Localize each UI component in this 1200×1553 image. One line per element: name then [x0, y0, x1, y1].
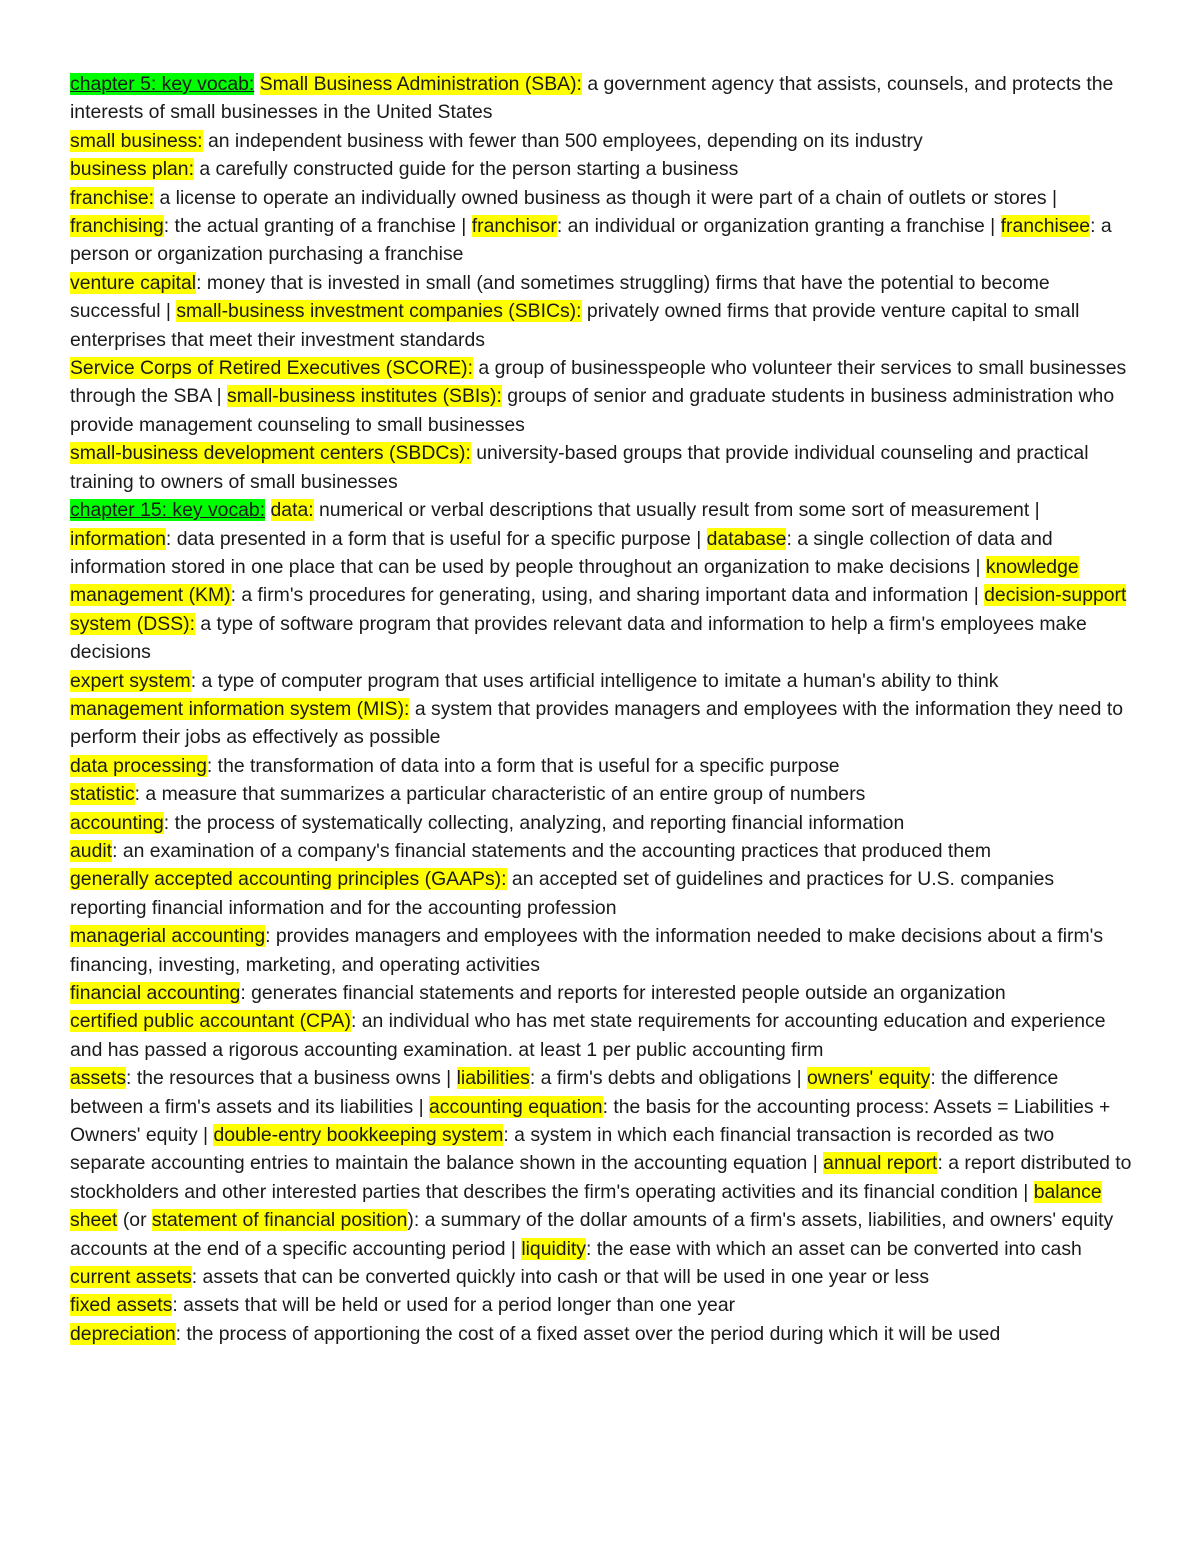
definition-text: : the process of apportioning the cost of a fixed asset over the period during which it will be used: [175, 1322, 1001, 1345]
vocab-paragraph: [70, 1064, 1132, 1263]
highlighted-term: knowledge management (KM): [70, 555, 1079, 607]
definition-text: : a firm's debts and obligations |: [529, 1067, 808, 1090]
highlighted-term: certified public accountant (CPA): [70, 1010, 351, 1033]
highlighted-term: depreciation: [70, 1322, 176, 1345]
vocab-paragraph: [70, 752, 1132, 780]
vocab-paragraph: [70, 155, 1132, 183]
definition-text: a group of businesspeople who volunteer their services to small businesses through the SBA |: [70, 357, 1127, 408]
definition-text: a government agency that assists, counsels, and protects the interests of small businesses in the United States: [70, 73, 1114, 124]
vocab-paragraph: [70, 695, 1132, 752]
definition-text: : a report distributed to stockholders and other interested parties that describes the firm's operating activities and its financial condition |: [70, 1152, 1132, 1203]
vocab-paragraph: [70, 922, 1132, 979]
highlighted-term: accounting equation: [429, 1095, 603, 1118]
definition-text: a type of software program that provides relevant data and information to help a firm's employees make decisions: [70, 612, 1087, 664]
highlighted-term: database: [706, 527, 787, 550]
highlighted-term: small-business development centers (SBDCs):: [70, 442, 471, 465]
document-body: [70, 70, 1132, 1348]
highlighted-term: information: [70, 527, 166, 550]
chapter-heading: chapter 5: key vocab:: [70, 73, 255, 95]
highlighted-term: annual report: [823, 1152, 938, 1175]
highlighted-term: statistic: [70, 783, 135, 806]
highlighted-term: managerial accounting: [70, 925, 266, 948]
definition-text: : a firm's procedures for generating, using, and sharing important data and information |: [230, 584, 985, 607]
definition-text: : generates financial statements and reports for interested people outside an organization: [240, 982, 1006, 1004]
definition-text: [254, 73, 259, 95]
highlighted-term: management information system (MIS):: [70, 697, 410, 720]
definition-text: (or: [117, 1209, 152, 1232]
definition-text: an accepted set of guidelines and practices for U.S. companies reporting financial information and for the accounting profession: [70, 868, 1055, 919]
highlighted-term: business plan:: [70, 158, 194, 181]
chapter-heading: chapter 15: key vocab:: [70, 499, 266, 522]
highlighted-term: financial accounting: [70, 982, 241, 1004]
highlighted-term: statement of financial position: [151, 1209, 408, 1232]
highlighted-term: small-business investment companies (SBICs):: [176, 300, 582, 323]
vocab-paragraph: [70, 780, 1132, 808]
definition-text: a carefully constructed guide for the person starting a business: [193, 158, 739, 181]
vocab-paragraph: [70, 70, 1132, 127]
definition-text: a license to operate an individually owned business as though it were part of a chain of outlets or stores |: [154, 186, 1058, 209]
vocab-paragraph: [70, 439, 1132, 496]
highlighted-term: fixed assets: [70, 1294, 173, 1317]
definition-text: university-based groups that provide individual counseling and practical training to owners of small businesses: [70, 442, 1089, 493]
highlighted-term: decision-support system (DSS):: [70, 584, 1127, 635]
vocab-paragraph: [70, 837, 1132, 865]
definition-text: an independent business with fewer than 500 employees, depending on its industry: [202, 129, 923, 152]
vocab-paragraph: [70, 127, 1132, 155]
definition-text: : the transformation of data into a form that is useful for a specific purpose: [206, 754, 840, 777]
vocab-paragraph: [70, 354, 1132, 439]
definition-text: : assets that will be held or used for a period longer than one year: [172, 1294, 736, 1317]
highlighted-term: audit: [70, 839, 113, 862]
definition-text: ): a summary of the dollar amounts of a firm's assets, liabilities, and owners' equity accounts at the end of a specific accounting period |: [70, 1209, 1114, 1260]
vocab-paragraph: [70, 496, 1132, 666]
vocab-paragraph: [70, 809, 1132, 837]
definition-text: privately owned firms that provide venture capital to small enterprises that meet their investment standards: [70, 300, 1080, 351]
definition-text: : a single collection of data and information stored in one place that can be used by people throughout an organization to make decisions |: [70, 527, 1053, 578]
definition-text: : an individual who has met state requirements for accounting education and experience and has passed a rigorous accounting examination. at least 1 per public accounting firm: [70, 1010, 1106, 1061]
highlighted-term: Service Corps of Retired Executives (SCORE):: [70, 357, 474, 380]
definition-text: : a system in which each financial transaction is recorded as two separate accounting entries to maintain the balance shown in the accounting equation |: [70, 1124, 1055, 1175]
highlighted-term: small business:: [70, 129, 203, 152]
definition-text: : an examination of a company's financial statements and the accounting practices that produced them: [112, 839, 992, 862]
definition-text: : a measure that summarizes a particular characteristic of an entire group of numbers: [134, 783, 866, 806]
vocab-paragraph: [70, 1291, 1132, 1319]
highlighted-term: expert system: [70, 669, 191, 692]
definition-text: : the actual granting of a franchise |: [163, 215, 472, 238]
vocab-paragraph: [70, 1007, 1132, 1064]
vocab-paragraph: [70, 667, 1132, 695]
vocab-paragraph: [70, 865, 1132, 922]
highlighted-term: franchisor: [471, 215, 557, 238]
definition-text: : the resources that a business owns |: [126, 1067, 457, 1090]
definition-text: : a type of computer program that uses artificial intelligence to imitate a human's ability to think: [190, 669, 999, 692]
vocab-paragraph: [70, 979, 1132, 1007]
highlighted-term: double-entry bookkeeping system: [213, 1124, 504, 1147]
definition-text: : an individual or organization granting a franchise |: [556, 215, 1001, 238]
definition-text: : money that is invested in small (and sometimes struggling) firms that have the potential to become successful |: [70, 271, 1050, 323]
highlighted-term: Small Business Administration (SBA):: [259, 73, 582, 95]
highlighted-term: accounting: [70, 811, 164, 834]
highlighted-term: current assets: [70, 1266, 192, 1289]
highlighted-term: liabilities: [456, 1067, 530, 1090]
definition-text: : a person or organization purchasing a franchise: [70, 215, 1112, 266]
highlighted-term: venture capital: [70, 271, 197, 294]
highlighted-term: data processing: [70, 754, 207, 777]
highlighted-term: liquidity: [521, 1237, 586, 1260]
highlighted-term: franchising: [70, 215, 164, 238]
definition-text: : the process of systematically collecting, analyzing, and reporting financial information: [163, 811, 905, 834]
definition-text: a system that provides managers and employees with the information they need to perform their jobs as effectively as possible: [70, 697, 1123, 749]
highlighted-term: generally accepted accounting principles (GAAPs):: [70, 868, 507, 891]
definition-text: : data presented in a form that is useful for a specific purpose |: [165, 527, 707, 550]
highlighted-term: owners' equity: [807, 1067, 931, 1090]
highlighted-term: small-business institutes (SBIs):: [227, 385, 502, 408]
definition-text: groups of senior and graduate students in business administration who provide management counseling to small businesses: [70, 385, 1115, 436]
highlighted-term: assets: [70, 1067, 127, 1090]
highlighted-term: balance sheet: [70, 1180, 1102, 1232]
definition-text: : assets that can be converted quickly into cash or that will be used in one year or less: [191, 1266, 930, 1289]
definition-text: numerical or verbal descriptions that usually result from some sort of measurement |: [313, 499, 1040, 522]
definition-text: [265, 499, 270, 521]
highlighted-term: franchisee: [1000, 215, 1091, 238]
vocab-paragraph: [70, 1320, 1132, 1348]
definition-text: : the basis for the accounting process: Assets = Liabilities + Owners' equity |: [70, 1095, 1111, 1147]
definition-text: : provides managers and employees with the information needed to make decisions about a firm's financing, investing, marketing, and operating activities: [70, 925, 1104, 976]
vocab-paragraph: [70, 1263, 1132, 1291]
definition-text: : the ease with which an asset can be converted into cash: [585, 1237, 1082, 1260]
definition-text: : the difference between a firm's assets and its liabilities |: [70, 1067, 1059, 1118]
vocab-paragraph: [70, 184, 1132, 269]
highlighted-term: franchise:: [70, 186, 155, 209]
vocab-paragraph: [70, 269, 1132, 354]
highlighted-term: data:: [270, 499, 314, 522]
